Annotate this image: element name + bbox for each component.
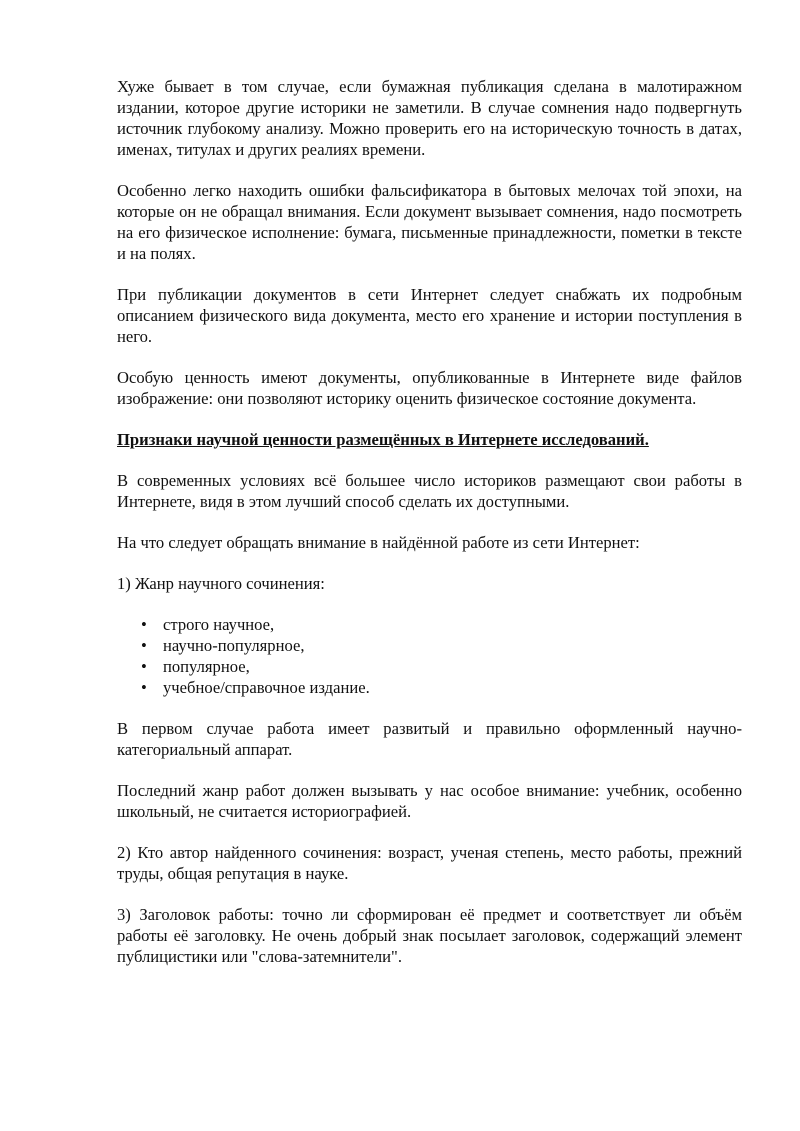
- genre-label: строго научное,: [163, 615, 275, 634]
- point-title: 3) Заголовок работы: точно ли сформирован её предмет и соответствует ли объём работы её заголовку. Не очень добрый знак посылает заголовок, содержащий элемент публицистики или "слова-затемнители".: [117, 905, 742, 966]
- paragraph-internet-publication: При публикации документов в сети Интернет следует снабжать их подробным описанием физического вида документа, место его хранение и истории поступления в него.: [117, 285, 742, 346]
- list-item: [141, 635, 742, 656]
- list-item: [141, 677, 742, 698]
- genre-label: научно-популярное,: [163, 636, 305, 655]
- point-author: 2) Кто автор найденного сочинения: возраст, ученая степень, место работы, прежний труды, общая репутация в науке.: [117, 843, 742, 883]
- bullet-icon: •: [141, 636, 147, 655]
- paragraph-publication-check: Хуже бывает в том случае, если бумажная публикация сделана в малотиражном издании, которое другие историки не заметили. В случае сомнения надо подвергнуть источник глубокому анализу. Можно проверить его на историческую точность в датах, именах, титулах и других реалиях времени.: [117, 77, 742, 159]
- bullet-icon: •: [141, 615, 147, 634]
- genre-label: учебное/справочное издание.: [163, 678, 370, 697]
- point-genre: 1) Жанр научного сочинения:: [117, 574, 325, 593]
- list-item: [141, 614, 742, 635]
- paragraph-image-files: Особую ценность имеют документы, опубликованные в Интернете виде файлов изображение: они позволяют историку оценить физическое состояние документа.: [117, 368, 742, 408]
- genre-label: популярное,: [163, 657, 250, 676]
- paragraph-section-intro: В современных условиях всё большее число историков размещают свои работы в Интернете, видя в этом лучший способ сделать их доступными.: [117, 471, 742, 511]
- document-page: [117, 76, 742, 987]
- paragraph-last-genre: Последний жанр работ должен вызывать у нас особое внимание: учебник, особенно школьный, не считается историографией.: [117, 781, 742, 821]
- bullet-icon: •: [141, 657, 147, 676]
- paragraph-question: На что следует обращать внимание в найдённой работе из сети Интернет:: [117, 533, 640, 552]
- section-heading: Признаки научной ценности размещённых в Интернете исследований.: [117, 430, 649, 449]
- paragraph-falsifier-errors: Особенно легко находить ошибки фальсификатора в бытовых мелочах той эпохи, на которые он не обращал внимания. Если документ вызывает сомнения, надо посмотреть на его физическое исполнение: бумага, письменные принадлежности, пометки в тексте и на полях.: [117, 181, 742, 263]
- genre-list: [117, 614, 742, 698]
- bullet-icon: •: [141, 678, 147, 697]
- paragraph-first-case: В первом случае работа имеет развитый и правильно оформленный научно-категориальный аппарат.: [117, 719, 742, 759]
- list-item: [141, 656, 742, 677]
